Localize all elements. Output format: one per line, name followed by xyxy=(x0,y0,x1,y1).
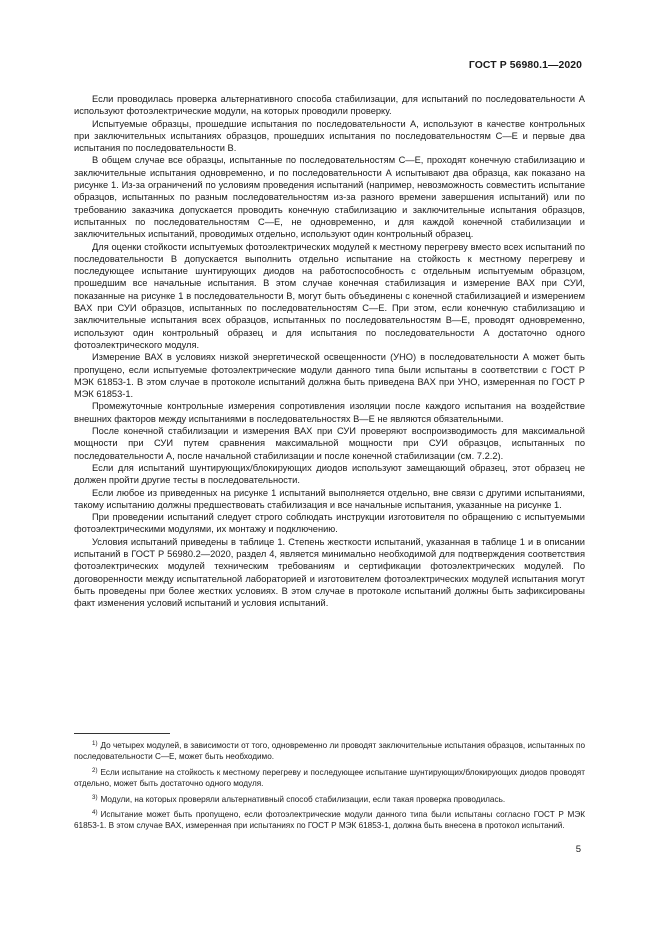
document-header: ГОСТ Р 56980.1—2020 xyxy=(468,60,582,71)
paragraph: Измерение ВАХ в условиях низкой энергетической освещенности (УНО) в последовательности А может быть пропущено, если испытуемые фотоэлектрические модули данного типа были испытаны в соответствии с ГОСТ Р МЭК 61853-1. В этом случае в протоколе испытаний должна быть приведена ВАХ при УНО, измеренная по ГОСТ Р МЭК 61853-1. xyxy=(74,352,585,400)
footnote-text: Испытание может быть пропущено, если фотоэлектрические модули данного типа были испытаны согласно ГОСТ Р МЭК 61853-1. В этом случае ВАХ, измеренная при испытаниях по ГОСТ Р МЭК 61853-1, должна быть внесена в протокол испытаний. xyxy=(74,810,585,831)
body-text xyxy=(74,93,585,609)
footnote-mark: 3) xyxy=(92,793,98,801)
footnote xyxy=(74,807,585,832)
footnote-text: Если испытание на стойкость к местному перегреву и последующее испытание шунтирующих/блокирующих диодов проводят отдельно, может быть достаточно одного модуля. xyxy=(74,767,585,789)
footnote-mark: 1) xyxy=(92,740,98,747)
footnote-divider xyxy=(74,733,170,734)
footnote xyxy=(74,792,585,805)
paragraph: Для оценки стойкости испытуемых фотоэлектрических модулей к местному перегреву вместо всех испытаний по последовательности В допускается выполнить отдельно испытание на стойкость к местному перегреву и последующее испытание шунтирующих диодов на работоспособность с отдельным испытуемым образцом, прошедшим все начальные испытания. В этом случае конечная стабилизация и измерение ВАХ при СУИ, показанные на рисунке 1 в последовательности В, могут быть объединены с конечной стабилизацией и измерением ВАХ при СУИ образцов, испытанных по последовательностям С—Е. При этом, если конечную стабилизацию и заключительные испытания всех образцов, испытанных по последовательностям В—Е, проводят одновременно, используют один контрольный образец и для испытания по последовательности А достаточно одного фотоэлектрического модуля. xyxy=(74,241,585,350)
paragraph: Если любое из приведенных на рисунке 1 испытаний выполняется отдельно, вне связи с другими испытаниями, такому испытанию должны предшествовать стабилизация и все начальные испытания, указанные на рисунке 1. xyxy=(74,487,585,510)
paragraph: Промежуточные контрольные измерения сопротивления изоляции после каждого испытания на воздействие внешних факторов между испытаниями в последовательностях В—Е не являются обязательными. xyxy=(74,401,585,424)
paragraph: Если проводилась проверка альтернативного способа стабилизации, для испытаний по последовательности А используют фотоэлектрические модули, на которых проводили проверку. xyxy=(74,94,585,117)
footnote-mark: 4) xyxy=(92,809,98,817)
footnote xyxy=(74,765,585,790)
footnote-text: До четырех модулей, в зависимости от того, одновременно ли проводят заключительные испытания образцов, испытанных по последовательности С—Е, может быть необходимо. xyxy=(74,741,585,762)
paragraph: После конечной стабилизации и измерения ВАХ при СУИ проверяют воспроизводимость для максимальной мощности при СУИ путем сравнения максимальной мощности при СУИ образцов, испытанных по последовательности А, после начальной стабилизации и после конечной стабилизации (см. 7.2.2). xyxy=(74,426,585,461)
page-number: 5 xyxy=(575,844,581,855)
paragraph: Если для испытаний шунтирующих/блокирующих диодов используют замещающий образец, этот образец не должен пройти другие тесты в последовательности. xyxy=(74,462,585,486)
footnote xyxy=(74,738,585,763)
paragraph: Испытуемые образцы, прошедшие испытания по последовательности А, используют в качестве контрольных при заключительных испытаниях образцов, прошедших испытания по последовательностям С—Е и первые два испытания по последовательности В. xyxy=(74,118,585,154)
paragraph: В общем случае все образцы, испытанные по последовательностям С—Е, проходят конечную стабилизацию и заключительные испытания одновременно, и по последовательности А испытывают два образца, как показано на рисунке 1. Из-за ограничений по условиям проведения испытаний (например, невозможность совместить испытание образцов, испытанных по разным последовательностям из-за разного времени завершения испытаний) или по требованию заказчика допускается проводить конечную стабилизацию и заключительные испытания образцов, испытанных по последовательностям С—Е, не одновременно, и для каждой конечной стабилизации и заключительных испытаний, проводимых отдельно, используют один контрольный образец. xyxy=(74,155,585,240)
paragraph: При проведении испытаний следует строго соблюдать инструкции изготовителя по обращению с испытуемыми фотоэлектрическими модулями, их монтажу и подключению. xyxy=(74,512,585,535)
paragraph: Условия испытаний приведены в таблице 1. Степень жесткости испытаний, указанная в таблице 1 и в описании испытаний в ГОСТ Р 56980.2—2020, раздел 4, является минимально необходимой для подтверждения соответствия фотоэлектрических модулей техническим требованиям и сертификации фотоэлектрических модулей. По договоренности между испытательной лабораторией и изготовителем фотоэлектрических модулей испытания могут быть проведены при более жестких условиях. В этом случае в протоколе испытаний должны быть зафиксированы факт изменения условий испытаний и условия испытаний. xyxy=(74,536,585,609)
footnote-text: Модули, на которых проверяли альтернативный способ стабилизации, если такая проверка проводилась. xyxy=(100,794,506,804)
footnote-mark: 2) xyxy=(92,766,98,774)
footnotes xyxy=(74,738,585,834)
